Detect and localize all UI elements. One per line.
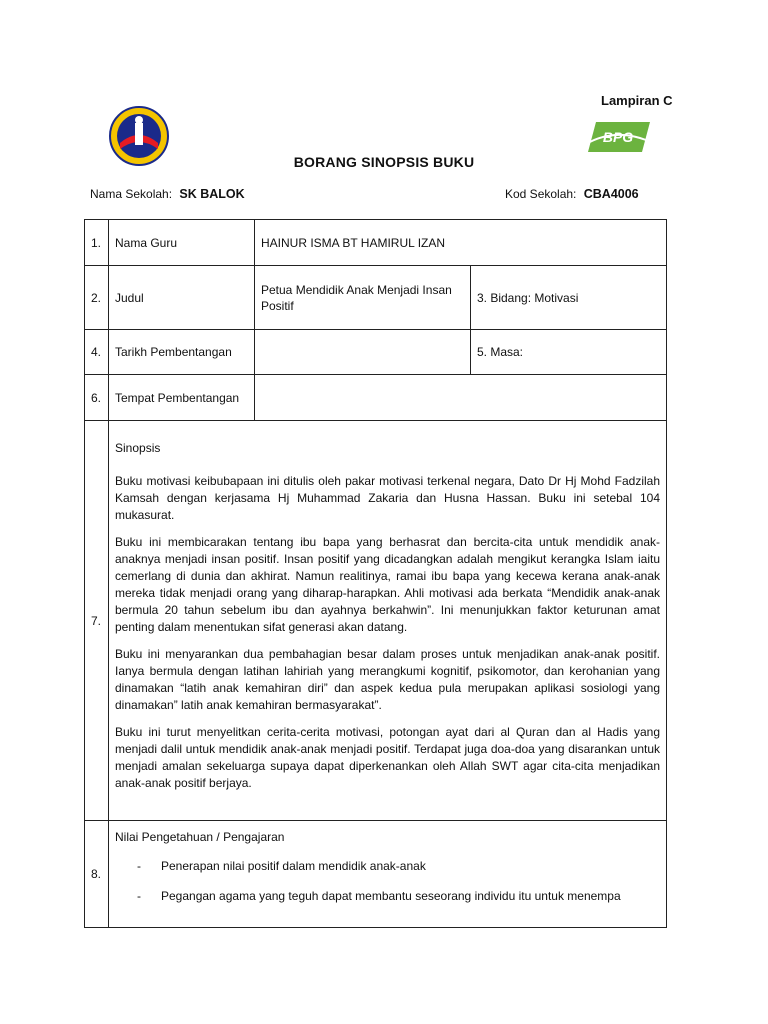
bpg-logo xyxy=(584,118,654,158)
lampiran-label: Lampiran C xyxy=(601,93,673,108)
presentation-date-label: Tarikh Pembentangan xyxy=(109,330,255,375)
presentation-place-label: Tempat Pembentangan xyxy=(109,375,255,421)
dash-bullet: - xyxy=(137,889,141,903)
page-title: BORANG SINOPSIS BUKU xyxy=(293,154,475,170)
list-item xyxy=(115,888,660,904)
bpg-logo-text: BPG xyxy=(602,129,634,145)
list-item xyxy=(115,858,660,874)
row-values xyxy=(85,821,667,928)
synopsis-paragraph: Buku ini menyarankan dua pembahagian besar dalam proses untuk menjadikan anak-anak positif. Ianya bermula dengan latihan lahiriah yang merangkumi kognitif, psikomotor, dan kerohanian yang dinamakan “latih anak kemahiran diri” dan aspek kedua pula merupakan aplikasi sosiologi yang dinamakan” latih anak kemahiran bermasyarakat”. xyxy=(115,646,660,712)
school-code-label: Kod Sekolah: xyxy=(505,187,577,201)
presentation-date-value[interactable] xyxy=(255,330,471,375)
school-code-value: CBA4006 xyxy=(583,187,639,201)
synopsis-paragraph: Buku ini membicarakan tentang ibu bapa yang berhasrat dan bercita-cita untuk mendidik anak-anaknya menjadi insan positif. Insan positif yang dicadangkan adalah mengikut kerangka Islam iaitu cemerlang di dunia dan akhirat. Namun realitinya, ramai ibu bapa yang kecewa kerana anak-anak mereka tidak menjadi orang yang diharap-harapkan. Ahli motivasi ada berkata “Mendidik anak-anak bermula 20 tahun sebelum ibu dan ayahnya berkahwin”. Ini menunjukkan faktor keturunan amat penting dalam menentukan sifat generasi akan datang. xyxy=(115,534,660,634)
row-number: 4. xyxy=(85,330,109,375)
synopsis-cell xyxy=(109,421,667,821)
row-teacher-name xyxy=(85,220,667,266)
row-presentation-place xyxy=(85,375,667,421)
row-number: 7. xyxy=(85,421,109,821)
title-label: Judul xyxy=(109,266,255,330)
teacher-name-label: Nama Guru xyxy=(109,220,255,266)
row-title xyxy=(85,266,667,330)
list-item-text: Penerapan nilai positif dalam mendidik anak-anak xyxy=(161,859,426,873)
synopsis-paragraph: Buku motivasi keibubapaan ini ditulis oleh pakar motivasi terkenal negara, Dato Dr Hj Mohd Fadzilah Kamsah dengan kerjasama Hj Muhammad Zakaria dan Husna Hassan. Buku ini setebal 104 mukasurat. xyxy=(115,473,660,522)
time-label[interactable]: 5. Masa: xyxy=(471,330,667,375)
row-presentation-date xyxy=(85,330,667,375)
row-number: 1. xyxy=(85,220,109,266)
row-number: 6. xyxy=(85,375,109,421)
title-value[interactable]: Petua Mendidik Anak Menjadi Insan Positif xyxy=(255,266,471,330)
synopsis-heading: Sinopsis xyxy=(115,440,161,455)
row-number: 2. xyxy=(85,266,109,330)
row-synopsis xyxy=(85,421,667,821)
list-item-text: Pegangan agama yang teguh dapat membantu seseorang individu itu untuk menempa xyxy=(161,889,621,903)
school-name xyxy=(90,187,245,201)
school-code xyxy=(505,187,639,201)
values-cell xyxy=(109,821,667,928)
school-name-label: Nama Sekolah: xyxy=(90,187,173,201)
values-heading: Nilai Pengetahuan / Pengajaran xyxy=(115,830,285,844)
teacher-name-value[interactable]: HAINUR ISMA BT HAMIRUL IZAN xyxy=(255,220,667,266)
row-number: 8. xyxy=(85,821,109,928)
dash-bullet: - xyxy=(137,859,141,873)
synopsis-paragraph: Buku ini turut menyelitkan cerita-cerita motivasi, potongan ayat dari al Quran dan al Hadis yang menjadi dalil untuk mendidik anak-anak menjadi positif. Terdapat juga doa-doa yang disarankan untuk menjadi amalan sekeluarga supaya dapat diperkenankan oleh Allah SWT agar cita-cita menjadikan anak-anak positif berjaya. xyxy=(115,724,660,790)
field-label[interactable]: 3. Bidang: Motivasi xyxy=(471,266,667,330)
presentation-place-value[interactable] xyxy=(255,375,667,421)
school-name-value: SK BALOK xyxy=(179,187,245,201)
synopsis-form-table xyxy=(84,219,667,928)
